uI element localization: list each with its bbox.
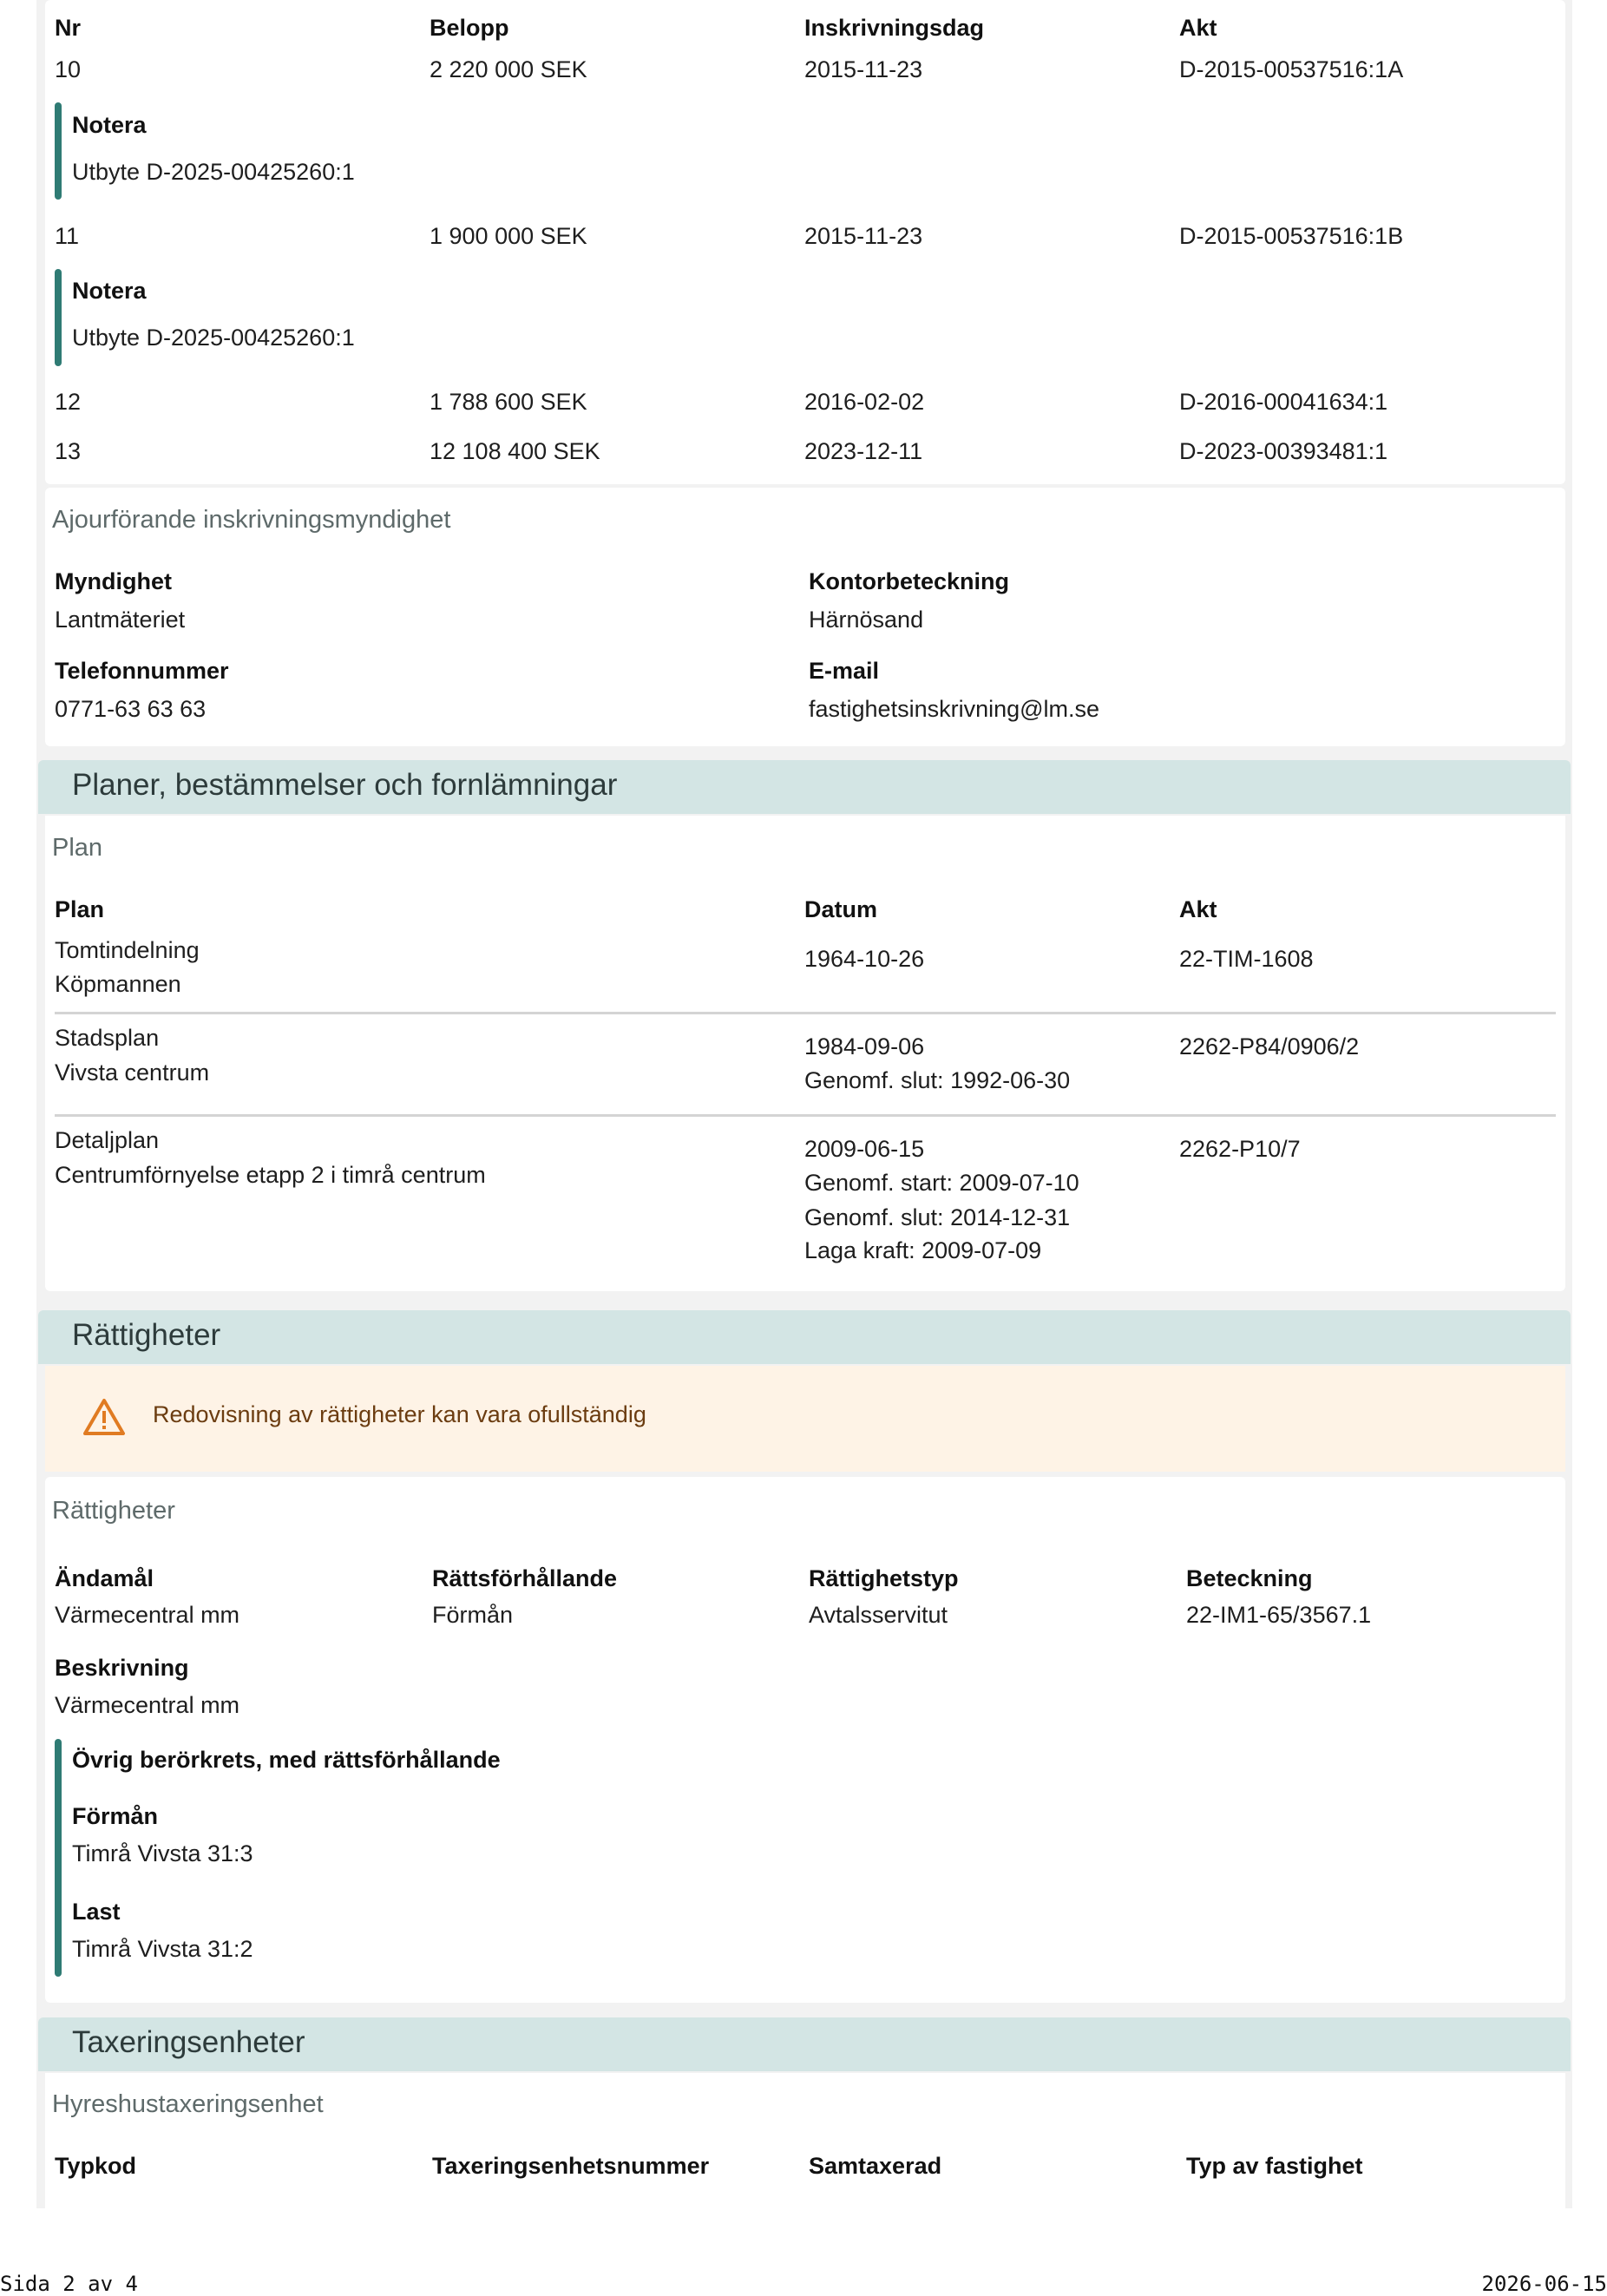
plan-date: 1964-10-26 xyxy=(804,945,924,973)
mortgage-date: 2015-11-23 xyxy=(804,222,922,250)
col-header-akt: Akt xyxy=(1179,895,1217,923)
plan-akt: 22-TIM-1608 xyxy=(1179,945,1314,973)
mortgage-akt: D-2015-00537516:1B xyxy=(1179,222,1403,250)
benefit-label: Förmån xyxy=(72,1802,158,1830)
plan-name: Centrumförnyelse etapp 2 i timrå centrum xyxy=(55,1161,486,1189)
page-number: Sida 2 av 4 xyxy=(0,2272,138,2296)
note-title: Notera xyxy=(72,277,147,305)
note-accent-bar xyxy=(55,102,62,200)
myndighet-label: Myndighet xyxy=(55,567,172,595)
right-purpose: Värmecentral mm xyxy=(55,1601,239,1629)
mortgage-akt: D-2016-00041634:1 xyxy=(1179,388,1387,416)
note-accent-bar xyxy=(55,269,62,366)
note-text: Utbyte D-2025-00425260:1 xyxy=(72,324,355,351)
plan-type: Stadsplan xyxy=(55,1024,159,1052)
phone-label: Telefonnummer xyxy=(55,657,229,685)
col-header-relation: Rättsförhållande xyxy=(432,1565,617,1592)
mortgage-date: 2016-02-02 xyxy=(804,388,924,416)
description-value: Värmecentral mm xyxy=(55,1691,239,1719)
kontor-value: Härnösand xyxy=(809,606,923,633)
col-header-nr: Nr xyxy=(55,14,81,42)
burden-value: Timrå Vivsta 31:2 xyxy=(72,1935,253,1963)
plan-date-detail: Genomf. start: 2009-07-10 xyxy=(804,1169,1079,1197)
plan-date-detail: Laga kraft: 2009-07-09 xyxy=(804,1237,1041,1264)
plan-akt: 2262-P84/0906/2 xyxy=(1179,1033,1359,1060)
col-header-amount: Belopp xyxy=(430,14,509,42)
mortgage-date: 2015-11-23 xyxy=(804,56,922,83)
row-divider xyxy=(55,1012,1556,1014)
plan-date-detail: Genomf. slut: 1992-06-30 xyxy=(804,1066,1070,1094)
tax-subtitle: Hyreshustaxeringsenhet xyxy=(52,2089,324,2120)
phone-value: 0771-63 63 63 xyxy=(55,695,206,723)
warning-text: Redovisning av rättigheter kan vara ofullständig xyxy=(153,1401,646,1428)
mortgage-nr: 12 xyxy=(55,388,81,416)
mortgage-nr: 10 xyxy=(55,56,81,83)
col-header-typkod: Typkod xyxy=(55,2152,136,2180)
warning-icon xyxy=(82,1397,127,1437)
burden-label: Last xyxy=(72,1898,121,1925)
right-designation: 22-IM1-65/3567.1 xyxy=(1186,1601,1371,1629)
col-header-plan: Plan xyxy=(55,895,104,923)
note-title: Notera xyxy=(72,111,147,139)
benefit-value: Timrå Vivsta 31:3 xyxy=(72,1840,253,1867)
description-label: Beskrivning xyxy=(55,1654,189,1682)
email-value: fastighetsinskrivning@lm.se xyxy=(809,695,1099,723)
col-header-datum: Datum xyxy=(804,895,877,923)
rights-subtitle: Rättigheter xyxy=(52,1496,175,1526)
mortgage-amount: 1 900 000 SEK xyxy=(430,222,587,250)
col-header-akt: Akt xyxy=(1179,14,1217,42)
col-header-joint: Samtaxerad xyxy=(809,2152,941,2180)
row-divider xyxy=(55,1114,1556,1117)
col-header-type: Rättighetstyp xyxy=(809,1565,959,1592)
plan-date: 1984-09-06 xyxy=(804,1033,924,1060)
col-header-number: Taxeringsenhetsnummer xyxy=(432,2152,709,2180)
plans-subtitle: Plan xyxy=(52,833,102,863)
plan-type: Tomtindelning xyxy=(55,936,200,964)
print-date: 2026-06-15 xyxy=(1482,2272,1607,2296)
section-title-plans: Planer, bestämmelser och fornlämningar xyxy=(72,767,617,804)
mortgage-akt: D-2023-00393481:1 xyxy=(1179,437,1387,465)
mortgage-amount: 1 788 600 SEK xyxy=(430,388,587,416)
mortgage-nr: 11 xyxy=(55,222,79,250)
section-title-tax: Taxeringsenheter xyxy=(72,2024,305,2061)
plan-type: Detaljplan xyxy=(55,1126,159,1154)
myndighet-value: Lantmäteriet xyxy=(55,606,185,633)
note-text: Utbyte D-2025-00425260:1 xyxy=(72,158,355,186)
authority-subtitle: Ajourförande inskrivningsmyndighet xyxy=(52,505,450,535)
col-header-designation: Beteckning xyxy=(1186,1565,1313,1592)
mortgage-date: 2023-12-11 xyxy=(804,437,922,465)
other-parties-title: Övrig berörkrets, med rättsförhållande xyxy=(72,1746,501,1774)
plan-name: Vivsta centrum xyxy=(55,1059,209,1086)
email-label: E-mail xyxy=(809,657,879,685)
section-header-rights xyxy=(38,1310,1571,1364)
section-title-rights: Rättigheter xyxy=(72,1317,220,1354)
plan-akt: 2262-P10/7 xyxy=(1179,1135,1301,1163)
col-header-purpose: Ändamål xyxy=(55,1565,154,1592)
right-type: Avtalsservitut xyxy=(809,1601,948,1629)
col-header-property-type: Typ av fastighet xyxy=(1186,2152,1363,2180)
col-header-date: Inskrivningsdag xyxy=(804,14,984,42)
mortgage-akt: D-2015-00537516:1A xyxy=(1179,56,1403,83)
mortgage-amount: 2 220 000 SEK xyxy=(430,56,587,83)
rights-card xyxy=(45,1477,1565,2003)
plan-date-detail: Genomf. slut: 2014-12-31 xyxy=(804,1204,1070,1231)
mortgage-amount: 12 108 400 SEK xyxy=(430,437,600,465)
note-accent-bar xyxy=(55,1739,62,1977)
plan-date: 2009-06-15 xyxy=(804,1135,924,1163)
right-relation: Förmån xyxy=(432,1601,513,1629)
plan-name: Köpmannen xyxy=(55,970,181,998)
kontor-label: Kontorbeteckning xyxy=(809,567,1009,595)
mortgage-nr: 13 xyxy=(55,437,81,465)
